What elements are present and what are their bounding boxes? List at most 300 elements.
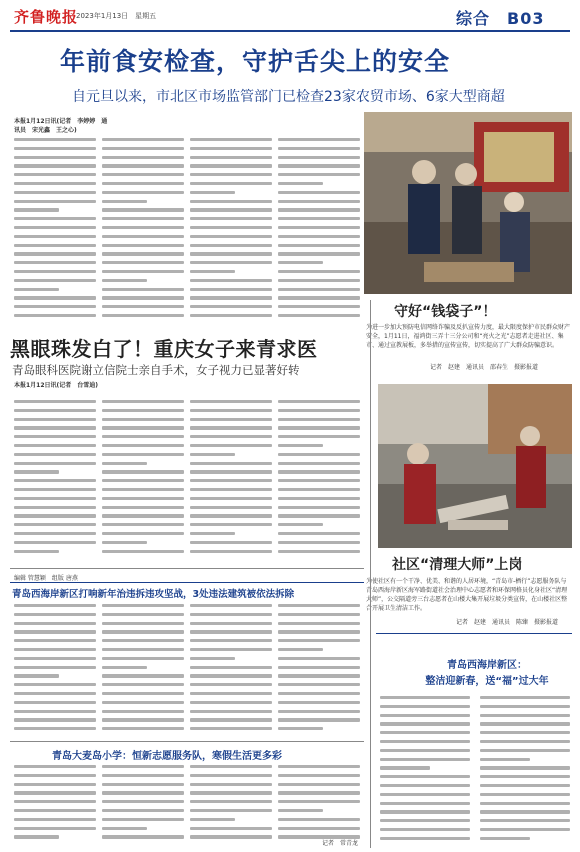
text-line <box>102 288 184 291</box>
text-line <box>102 774 184 777</box>
text-line <box>278 409 360 412</box>
text-line <box>278 791 360 794</box>
text-line <box>102 701 184 704</box>
text-line <box>190 506 272 509</box>
text-line <box>278 506 360 509</box>
text-line <box>14 270 96 273</box>
text-line <box>14 827 96 830</box>
text-line <box>278 279 360 282</box>
text-line <box>190 674 272 677</box>
text-line <box>14 217 96 220</box>
text-line <box>278 613 360 616</box>
text-line <box>190 550 272 553</box>
text-line <box>102 800 184 803</box>
text-line <box>14 479 96 482</box>
text-line <box>190 288 272 291</box>
text-line <box>480 749 570 752</box>
text-line <box>14 550 59 553</box>
text-line <box>102 727 184 730</box>
text-line <box>278 288 360 291</box>
text-line <box>102 630 184 633</box>
text-line <box>102 827 147 830</box>
text-line <box>278 244 360 247</box>
text-line <box>480 802 570 805</box>
text-line <box>14 765 96 768</box>
text-line <box>190 683 272 686</box>
text-line <box>278 783 360 786</box>
text-line <box>14 692 96 695</box>
lead-headline: 年前食安检查，守护舌尖上的安全 <box>60 47 451 76</box>
cleaning-caption: 为使社区有一个干净、优美、和谐的人居环境，“青岛市-栖行”志愿服务队与青岛西海岸新区海军路街道社会治理中心志愿者和环保网格员化身社区“清理大师”，公交隔道旁三台志愿者在山楼大集开展垃圾分类宣传，在山楼社区整合开展卫生清洁工作。 <box>366 578 568 612</box>
text-line <box>278 809 323 812</box>
text-line <box>278 818 360 821</box>
text-line <box>102 400 184 403</box>
text-line <box>102 818 184 821</box>
text-line <box>380 828 470 831</box>
text-line <box>14 541 96 544</box>
text-line <box>278 765 360 768</box>
text-line <box>480 722 570 725</box>
text-line <box>102 235 184 238</box>
text-line <box>380 696 470 699</box>
text-line <box>102 639 184 642</box>
text-line <box>278 683 360 686</box>
text-line <box>278 674 360 677</box>
text-line <box>14 164 96 167</box>
text-line <box>14 783 96 786</box>
text-line <box>14 182 96 185</box>
text-line <box>190 727 272 730</box>
text-line <box>102 156 184 159</box>
text-line <box>278 727 323 730</box>
cleaning-photo-image <box>378 384 572 548</box>
text-line <box>102 279 147 282</box>
text-line <box>278 718 360 721</box>
text-line <box>480 705 570 708</box>
text-line <box>102 305 184 308</box>
text-line <box>278 261 323 264</box>
text-line <box>190 182 272 185</box>
text-line <box>102 470 184 473</box>
text-line <box>14 523 96 526</box>
text-line <box>190 800 272 803</box>
text-line <box>480 810 570 813</box>
text-line <box>102 173 184 176</box>
text-line <box>102 182 184 185</box>
text-line <box>278 800 360 803</box>
divider <box>10 741 364 742</box>
text-line <box>190 657 235 660</box>
text-line <box>14 639 96 642</box>
text-line <box>278 622 360 625</box>
text-line <box>14 835 59 838</box>
text-line <box>278 191 360 194</box>
text-line <box>14 497 96 500</box>
text-line <box>190 418 272 421</box>
text-line <box>14 488 96 491</box>
text-line <box>278 156 360 159</box>
text-line <box>102 613 184 616</box>
eye-story-headline: 黑眼珠发白了！重庆女子来青求医 <box>10 337 318 361</box>
text-line <box>102 164 184 167</box>
text-line <box>278 217 360 220</box>
text-line <box>278 774 360 777</box>
text-line <box>190 630 272 633</box>
text-line <box>14 532 96 535</box>
text-line <box>480 828 570 831</box>
anti-fraud-headline: 守好“钱袋子”！ <box>394 304 497 320</box>
text-line <box>380 784 470 787</box>
text-line <box>190 774 272 777</box>
text-line <box>190 453 235 456</box>
text-line <box>480 758 530 761</box>
text-line <box>480 819 570 822</box>
text-line <box>278 497 360 500</box>
text-line <box>14 200 96 203</box>
text-line <box>14 622 96 625</box>
demolition-headline: 青岛西海岸新区打响新年治违拆违攻坚战，3处违法建筑被依法拆除 <box>12 589 295 600</box>
text-line <box>102 200 147 203</box>
text-line <box>190 514 272 517</box>
text-line <box>278 208 360 211</box>
text-line <box>14 453 96 456</box>
text-line <box>278 479 360 482</box>
text-line <box>190 305 272 308</box>
text-line <box>102 666 147 669</box>
text-line <box>190 444 272 447</box>
masthead <box>0 0 580 34</box>
text-line <box>190 173 272 176</box>
text-line <box>480 731 570 734</box>
text-line <box>14 718 96 721</box>
text-line <box>14 226 96 229</box>
text-line <box>14 630 96 633</box>
text-line <box>14 674 59 677</box>
text-line <box>14 426 96 429</box>
text-line <box>380 740 470 743</box>
text-line <box>278 418 360 421</box>
text-line <box>380 766 430 769</box>
text-line <box>190 835 272 838</box>
text-line <box>190 710 272 713</box>
text-line <box>190 409 272 412</box>
text-line <box>190 809 272 812</box>
text-line <box>190 765 272 768</box>
text-line <box>278 701 360 704</box>
fu-headline <box>402 658 572 690</box>
text-line <box>480 714 570 717</box>
text-line <box>102 217 184 220</box>
text-line <box>190 718 272 721</box>
text-line <box>102 674 184 677</box>
text-line <box>102 809 184 812</box>
text-line <box>190 138 272 141</box>
eye-story-body-text <box>14 400 364 560</box>
fu-body-text <box>380 696 572 846</box>
text-line <box>102 835 184 838</box>
text-line <box>102 270 184 273</box>
demolition-body-text <box>14 604 364 738</box>
text-line <box>190 827 272 830</box>
text-line <box>14 657 96 660</box>
anti-fraud-caption: 为进一步加大预防电信网络诈骗及反扒宣传力度，最大限度保护市民群众财产安全，1月11日，福鸿街三弄十三分公司和“亮火之光”志愿者走进社区、集市、通过宣教展板，多举措的宣传宣传，切实提高了广大群众防骗意识。 <box>366 324 571 349</box>
text-line <box>190 208 272 211</box>
text-line <box>14 288 59 291</box>
text-line <box>14 138 96 141</box>
text-line <box>190 470 272 473</box>
text-line <box>480 775 570 778</box>
text-line <box>102 532 184 535</box>
text-line <box>190 226 272 229</box>
text-line <box>278 630 360 633</box>
text-line <box>14 809 96 812</box>
text-line <box>190 261 272 264</box>
cleaning-credit: 记者 赵建 通讯员 陈臻 摄影报道 <box>456 619 559 626</box>
text-line <box>380 837 470 840</box>
text-line <box>190 783 272 786</box>
text-line <box>102 791 184 794</box>
text-line <box>14 666 96 669</box>
text-line <box>102 497 184 500</box>
text-line <box>278 435 360 438</box>
text-line <box>278 173 360 176</box>
text-line <box>380 758 470 761</box>
text-line <box>380 714 470 717</box>
text-line <box>102 657 184 660</box>
text-line <box>190 426 272 429</box>
divider <box>10 582 364 583</box>
text-line <box>102 692 184 695</box>
text-line <box>102 683 184 686</box>
text-line <box>380 775 470 778</box>
text-line <box>480 837 530 840</box>
text-line <box>278 657 360 660</box>
text-line <box>102 191 184 194</box>
text-line <box>190 497 272 500</box>
text-line <box>278 147 360 150</box>
text-line <box>380 819 470 822</box>
text-line <box>190 191 235 194</box>
text-line <box>190 156 272 159</box>
eye-story-byline: 本报1月12日讯(记者 台雪迪) <box>14 382 99 389</box>
text-line <box>190 400 272 403</box>
anti-fraud-credit: 记者 赵建 通讯员 邵春生 摄影报道 <box>430 364 539 371</box>
text-line <box>190 692 272 695</box>
text-line <box>278 648 323 651</box>
text-line <box>102 718 184 721</box>
text-line <box>278 470 360 473</box>
text-line <box>102 710 184 713</box>
text-line <box>278 200 360 203</box>
text-line <box>102 296 184 299</box>
text-line <box>14 261 96 264</box>
text-line <box>14 818 96 821</box>
text-line <box>278 270 360 273</box>
text-line <box>190 279 272 282</box>
text-line <box>14 462 96 465</box>
text-line <box>380 731 470 734</box>
newspaper-logo: 齐鲁晚报 <box>14 8 79 26</box>
inspection-photo <box>364 112 572 294</box>
text-line <box>190 435 272 438</box>
text-line <box>278 453 360 456</box>
text-line <box>278 532 360 535</box>
lead-subhead: 自元旦以来，市北区市场监管部门已检查23家农贸市场、6家大型商超 <box>72 89 505 105</box>
text-line <box>102 435 184 438</box>
text-line <box>190 147 272 150</box>
text-line <box>102 138 184 141</box>
text-line <box>14 774 96 777</box>
text-line <box>14 701 96 704</box>
text-line <box>278 296 360 299</box>
text-line <box>278 462 360 465</box>
text-line <box>14 305 96 308</box>
text-line <box>102 488 184 491</box>
text-line <box>480 740 570 743</box>
text-line <box>480 696 570 699</box>
text-line <box>190 523 272 526</box>
lead-body-text <box>14 138 364 324</box>
text-line <box>102 622 184 625</box>
text-line <box>14 604 96 607</box>
column-rule <box>370 300 371 848</box>
text-line <box>278 444 323 447</box>
text-line <box>190 314 272 317</box>
text-line <box>102 418 184 421</box>
text-line <box>190 270 235 273</box>
text-line <box>278 182 323 185</box>
text-line <box>102 783 184 786</box>
school-body-text <box>14 765 364 847</box>
text-line <box>102 523 184 526</box>
text-line <box>278 541 360 544</box>
text-line <box>278 226 360 229</box>
text-line <box>278 710 360 713</box>
text-line <box>14 156 96 159</box>
text-line <box>14 252 96 255</box>
divider <box>10 568 364 569</box>
text-line <box>380 705 470 708</box>
editor-credit: 编辑 管慧颖 组版 唐燕 <box>14 575 78 582</box>
text-line <box>190 252 272 255</box>
text-line <box>14 409 96 412</box>
issue-date: 2023年1月13日 星期五 <box>76 12 157 20</box>
text-line <box>14 470 59 473</box>
text-line <box>278 164 360 167</box>
text-line <box>190 541 272 544</box>
text-line <box>14 648 96 651</box>
text-line <box>14 314 96 317</box>
text-line <box>190 164 272 167</box>
text-line <box>14 208 59 211</box>
text-line <box>190 622 272 625</box>
text-line <box>190 701 272 704</box>
text-line <box>102 514 184 517</box>
text-line <box>480 793 570 796</box>
text-line <box>278 827 360 830</box>
text-line <box>14 506 96 509</box>
text-line <box>190 532 235 535</box>
text-line <box>278 550 360 553</box>
text-line <box>102 648 184 651</box>
text-line <box>102 479 184 482</box>
section-label: 综合 B03 <box>456 9 545 28</box>
text-line <box>278 523 323 526</box>
cleaning-photo <box>378 384 572 548</box>
text-line <box>380 793 470 796</box>
text-line <box>102 541 147 544</box>
text-line <box>14 710 96 713</box>
text-line <box>14 244 96 247</box>
eye-story-subhead: 青岛眼科医院谢立信院士亲自手术，女子视力已显著好转 <box>12 363 300 377</box>
text-line <box>190 818 235 821</box>
masthead-rule <box>10 30 570 32</box>
text-line <box>102 261 184 264</box>
text-line <box>380 722 470 725</box>
text-line <box>380 749 470 752</box>
text-line <box>190 235 272 238</box>
text-line <box>190 613 272 616</box>
text-line <box>102 506 184 509</box>
text-line <box>278 138 360 141</box>
text-line <box>190 462 272 465</box>
text-line <box>190 217 272 220</box>
cleaning-headline: 社区“清理大师”上岗 <box>392 557 523 573</box>
text-line <box>14 444 96 447</box>
text-line <box>190 639 272 642</box>
school-headline: 青岛大麦岛小学：恒新志愿服务队，寒假生活更多彩 <box>52 751 282 762</box>
text-line <box>102 409 184 412</box>
text-line <box>380 810 470 813</box>
text-line <box>14 147 96 150</box>
text-line <box>380 802 470 805</box>
text-line <box>102 550 184 553</box>
text-line <box>278 514 360 517</box>
text-line <box>102 208 184 211</box>
text-line <box>278 305 360 308</box>
text-line <box>190 604 272 607</box>
text-line <box>14 514 96 517</box>
text-line <box>14 296 96 299</box>
text-line <box>278 426 360 429</box>
text-line <box>190 296 272 299</box>
text-line <box>14 800 96 803</box>
text-line <box>14 727 96 730</box>
text-line <box>14 613 96 616</box>
text-line <box>102 444 184 447</box>
fu-headline-line1: 青岛西海岸新区： <box>447 660 527 671</box>
divider <box>376 633 572 634</box>
text-line <box>190 200 272 203</box>
text-line <box>14 791 96 794</box>
text-line <box>14 683 96 686</box>
school-reporter: 记者 常青龙 <box>322 840 359 847</box>
text-line <box>190 488 272 491</box>
text-line <box>14 191 96 194</box>
lead-byline: 本报1月12日讯(记者 李婷婷 通讯员 宋光鑫 王之心) <box>14 118 108 134</box>
text-line <box>14 418 96 421</box>
text-line <box>278 235 360 238</box>
text-line <box>190 479 272 482</box>
text-line <box>102 244 184 247</box>
text-line <box>102 453 184 456</box>
text-line <box>278 252 360 255</box>
text-line <box>102 226 184 229</box>
text-line <box>14 173 96 176</box>
text-line <box>480 784 570 787</box>
text-line <box>278 639 360 642</box>
text-line <box>102 604 184 607</box>
